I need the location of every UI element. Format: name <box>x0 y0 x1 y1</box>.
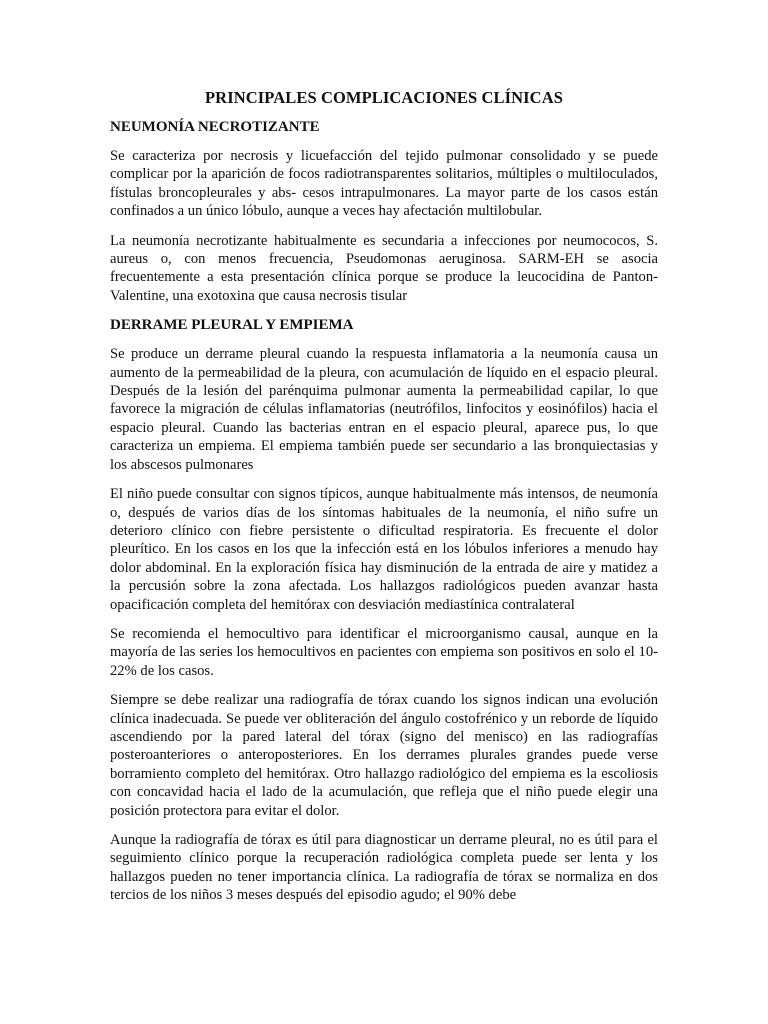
document-title: PRINCIPALES COMPLICACIONES CLÍNICAS <box>205 88 563 107</box>
paragraph: Se caracteriza por necrosis y licuefacción del tejido pulmonar consolidado y se puede complicar por la aparición de focos radiotransparentes solitarios, múltiples o multiloculados, fístulas broncopleurales y abs- cesos intrapulmonares. La mayor parte de los casos están confinados a un único lóbulo, aunque a veces hay afectación multilobular. <box>110 148 658 220</box>
section-heading: DERRAME PLEURAL Y EMPIEMA <box>110 317 354 334</box>
paragraph: Se produce un derrame pleural cuando la respuesta inflamatoria a la neumonía causa un aumento de la permeabilidad de la pleura, con acumulación de líquido en el espacio pleural. Después de la lesión del parénquima pulmonar aumenta la permeabilidad capilar, lo que favorece la migración de células inflamatorias (neutrófilos, linfocitos y eosinófilos) hacia el espacio pleural. Cuando las bacterias entran en el espacio pleural, aparece pus, lo que caracteriza un empiema. El empiema también puede ser secundario a las bronquiectasias y los abscesos pulmonares <box>110 346 658 473</box>
section-neumonia-necrotizante <box>110 118 658 305</box>
section-derrame-pleural-empiema <box>110 316 658 904</box>
section-heading: NEUMONÍA NECROTIZANTE <box>110 119 320 135</box>
paragraph: Se recomienda el hemocultivo para identificar el microorganismo causal, aunque en la mayoría de las series los hemocultivos en pacientes con empiema son positivos en solo el 10-22% de los casos. <box>110 625 658 679</box>
paragraph: Aunque la radiografía de tórax es útil para diagnosticar un derrame pleural, no es útil para el seguimiento clínico porque la recuperación radiológica completa puede ser lenta y los hallazgos pueden no tener importancia clínica. La radiografía de tórax se normaliza en dos tercios de los niños 3 meses después del episodio agudo; el 90% debe <box>110 832 658 904</box>
paragraph: El niño puede consultar con signos típicos, aunque habitualmente más intensos, de neumonía o, después de varios días de los síntomas habituales de la neumonía, el niño sufre un deterioro clínico con fiebre persistente o dificultad respiratoria. Es frecuente el dolor pleurítico. En los casos en los que la infección está en los lóbulos inferiores a menudo hay dolor abdominal. En la exploración física hay disminución de la entrada de aire y matidez a la percusión sobre la zona afectada. Los hallazgos radiológicos pueden avanzar hasta opacificación completa del hemitórax con desviación mediastínica contralateral <box>110 486 658 613</box>
paragraph: Siempre se debe realizar una radiografía de tórax cuando los signos indican una evolución clínica inadecuada. Se puede ver obliteración del ángulo costofrénico y un reborde de líquido ascendiendo por la pared lateral del tórax (signo del menisco) en las radiografías posteroanteriores o anteroposteriores. En los derrames plurales grandes puede verse borramiento completo del hemitórax. Otro hallazgo radiológico del empiema es la escoliosis con concavidad hacia el lado de la acumulación, que refleja que el niño puede elegir una posición protectora para evitar el dolor. <box>110 692 658 819</box>
paragraph: La neumonía necrotizante habitualmente es secundaria a infecciones por neumococos, S. aureus o, con menos frecuencia, Pseudomonas aeruginosa. SARM-EH se asocia frecuentemente a esta presentación clínica porque se produce la leucocidina de Panton-Valentine, una exotoxina que causa necrosis tisular <box>110 232 658 304</box>
